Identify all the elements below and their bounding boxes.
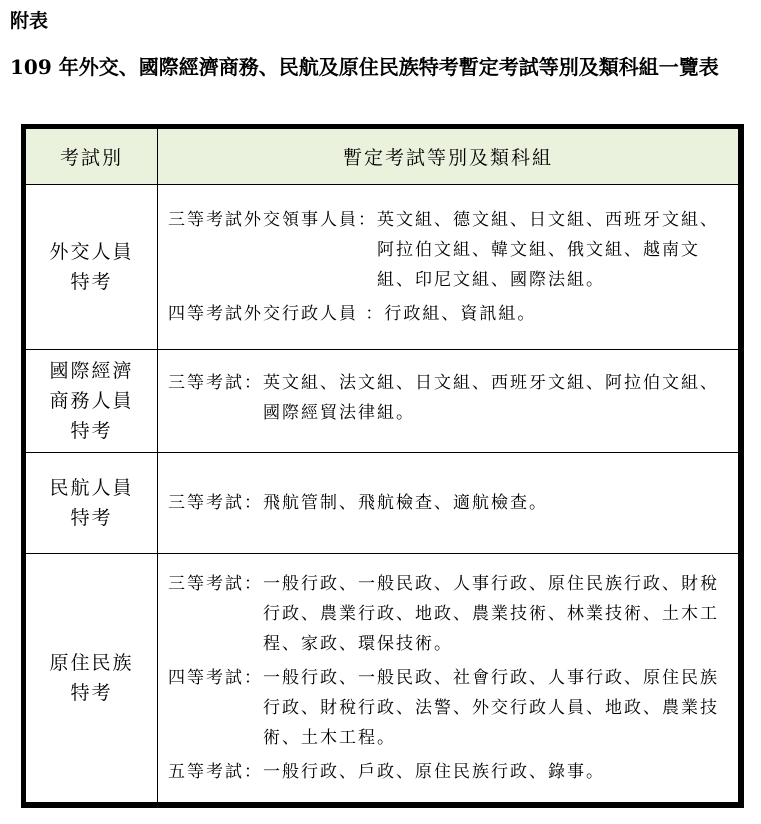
exam-category-cell bbox=[26, 350, 158, 453]
category-line: 特考 bbox=[70, 420, 113, 442]
exam-table bbox=[21, 124, 744, 808]
exam-entry bbox=[168, 663, 732, 753]
table-row bbox=[26, 453, 739, 554]
category-line: 國際經濟 bbox=[49, 360, 134, 382]
category-line: 原住民族 bbox=[49, 652, 134, 674]
exam-subjects: 飛航管制、飛航檢查、適航檢查。 bbox=[263, 493, 548, 513]
exam-level-label: 三等考試： bbox=[168, 493, 263, 513]
exam-subjects: 一般行政、一般民政、人事行政、原住民族行政、財稅行政、農業行政、地政、農業技術、林業技術、土木工程、家政、環保技術。 bbox=[263, 574, 719, 654]
category-line: 特考 bbox=[70, 682, 113, 704]
category-line: 特考 bbox=[70, 507, 113, 529]
exam-level-label: 三等考試外交領事人員： bbox=[168, 210, 377, 230]
exam-detail-cell bbox=[158, 453, 739, 554]
exam-category-cell bbox=[26, 185, 158, 350]
exam-entry bbox=[168, 488, 732, 518]
exam-level-label: 三等考試： bbox=[168, 373, 263, 393]
exam-detail-cell bbox=[158, 350, 739, 453]
exam-detail-cell bbox=[158, 185, 739, 350]
header-categories: 暫定考試等別及類科組 bbox=[158, 129, 739, 185]
exam-level-label: 四等考試外交行政人員 ： bbox=[168, 304, 385, 324]
document-title: 109 年外交、國際經濟商務、民航及原住民族特考暫定考試等別及類科組一覽表 bbox=[10, 55, 719, 79]
category-line: 特考 bbox=[70, 271, 113, 293]
exam-level-label: 三等考試： bbox=[168, 574, 263, 594]
table-row bbox=[26, 554, 739, 803]
exam-entry bbox=[168, 299, 732, 329]
table-row bbox=[26, 185, 739, 350]
exam-subjects: 行政組、資訊組。 bbox=[384, 304, 537, 324]
table-row bbox=[26, 350, 739, 453]
exam-entry bbox=[168, 569, 732, 659]
exam-category-cell bbox=[26, 453, 158, 554]
exam-entry bbox=[168, 368, 732, 428]
header-exam-type: 考試別 bbox=[26, 129, 158, 185]
table-header-row bbox=[26, 129, 739, 185]
exam-subjects: 英文組、德文組、日文組、西班牙文組、阿拉伯文組、韓文組、俄文組、越南文組、印尼文組、國際法組。 bbox=[377, 210, 719, 290]
exam-subjects: 英文組、法文組、日文組、西班牙文組、阿拉伯文組、國際經貿法律組。 bbox=[263, 373, 719, 423]
exam-entry bbox=[168, 757, 732, 787]
exam-entry bbox=[168, 205, 732, 295]
exam-level-label: 四等考試： bbox=[168, 668, 263, 688]
exam-level-label: 五等考試： bbox=[168, 762, 263, 782]
appendix-label: 附表 bbox=[10, 10, 49, 32]
category-line: 外交人員 bbox=[49, 241, 134, 263]
exam-subjects: 一般行政、一般民政、社會行政、人事行政、原住民族行政、財稅行政、法警、外交行政人員、地政、農業技術、土木工程。 bbox=[263, 668, 719, 748]
exam-detail-cell bbox=[158, 554, 739, 803]
category-line: 民航人員 bbox=[49, 477, 134, 499]
exam-category-cell bbox=[26, 554, 158, 803]
category-line: 商務人員 bbox=[49, 390, 134, 412]
exam-subjects: 一般行政、戶政、原住民族行政、錄事。 bbox=[263, 762, 605, 782]
